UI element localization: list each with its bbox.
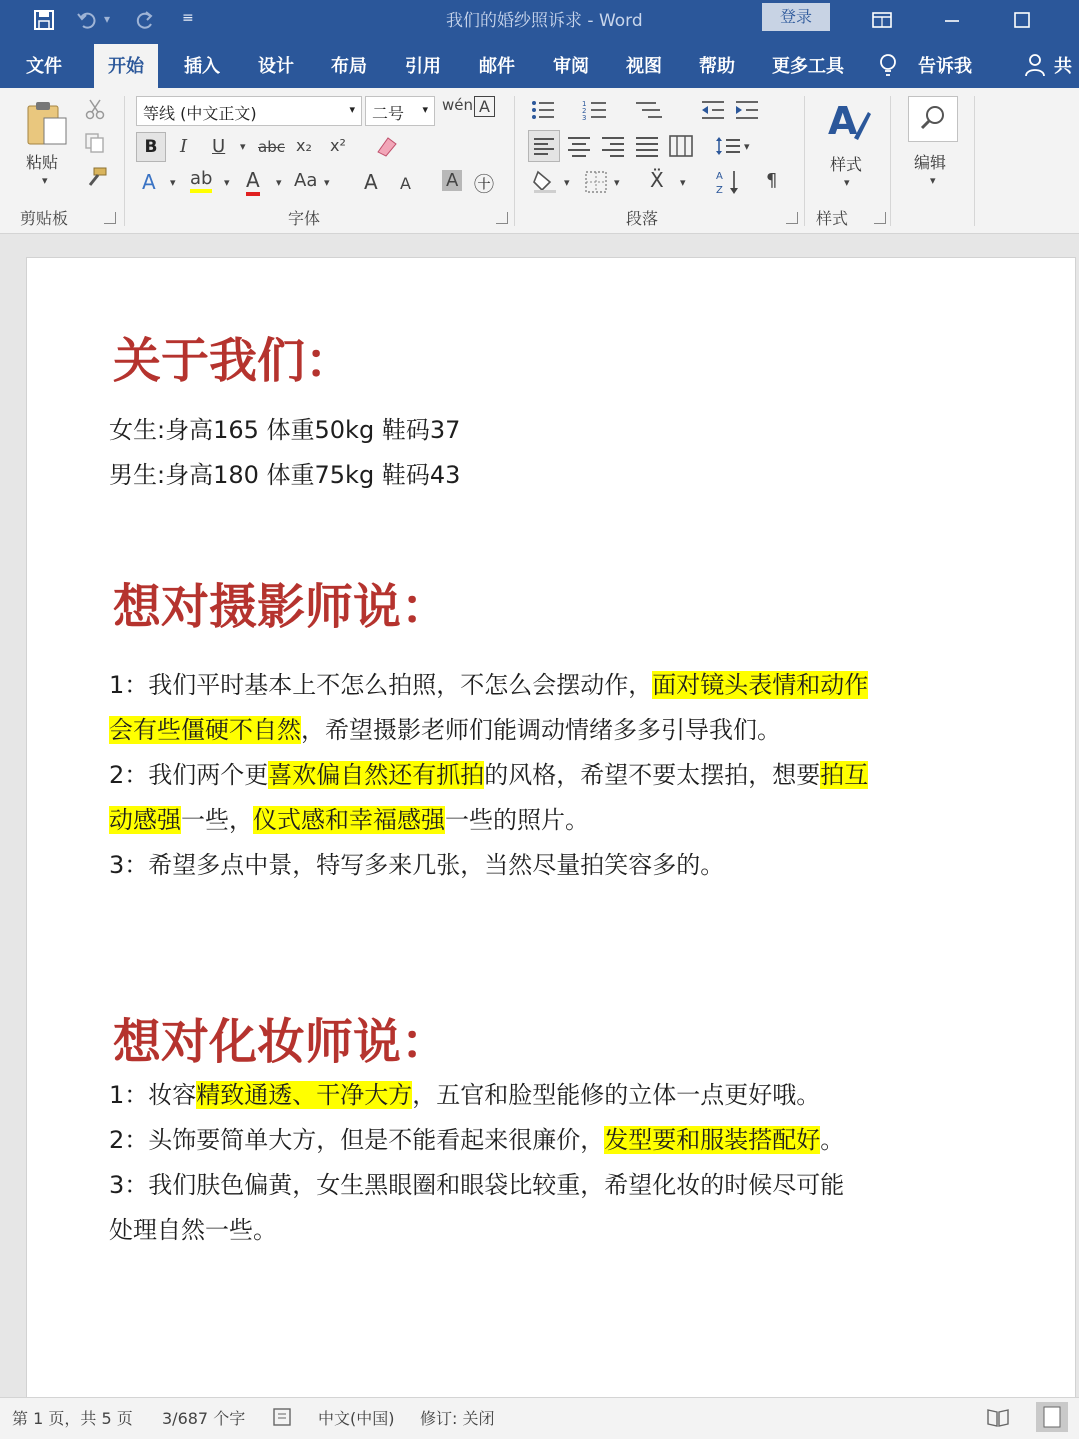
tab-home[interactable]: 开始 [94, 44, 158, 88]
cut-icon[interactable] [84, 98, 106, 120]
text-run: 。 [820, 1126, 845, 1154]
highlight-color-icon[interactable]: ab [190, 168, 212, 193]
grow-font-button[interactable]: A [364, 170, 378, 194]
chevron-down-icon[interactable]: ▾ [324, 176, 330, 189]
editing-button[interactable] [908, 96, 958, 142]
chevron-down-icon[interactable]: ▾ [744, 140, 750, 153]
highlighted-text-run: 仪式感和幸福感强 [253, 806, 445, 834]
save-icon[interactable] [32, 8, 56, 32]
line-spacing-icon[interactable] [714, 134, 742, 158]
ribbon-display-icon[interactable] [870, 8, 894, 32]
align-left-icon [529, 131, 559, 161]
login-button[interactable]: 登录 [762, 3, 830, 31]
text-line[interactable] [109, 1163, 844, 1208]
about-us-body[interactable] [109, 408, 460, 498]
editing-label[interactable]: 编辑 [914, 153, 947, 172]
distributed-icon[interactable] [668, 134, 694, 158]
phonetic-guide-icon[interactable]: wén [442, 96, 474, 114]
svg-text:A: A [828, 99, 858, 143]
group-divider [804, 96, 805, 226]
makeup-artist-body[interactable] [109, 1073, 844, 1253]
text-run: ，希望摄影老师们能调动情绪多多引导我们。 [301, 716, 781, 744]
paste-label[interactable]: 粘贴 [26, 153, 59, 172]
tab-insert[interactable]: 插入 [184, 56, 220, 77]
enclose-characters-icon[interactable]: A [474, 96, 495, 117]
paste-icon[interactable] [24, 100, 70, 148]
text-run: 1：我们平时基本上不怎么拍照，不怎么会摆动作， [109, 671, 653, 699]
document-title: 我们的婚纱照诉求 - Word [446, 11, 643, 31]
text-line[interactable] [109, 798, 868, 843]
maximize-icon[interactable] [1010, 8, 1034, 32]
print-layout-icon [1036, 1402, 1068, 1432]
bullets-icon[interactable] [530, 98, 558, 122]
photographer-body[interactable] [109, 663, 868, 888]
tab-file[interactable]: 文件 [26, 56, 62, 77]
text-run: ，五官和脸型能修的立体一点更好哦。 [412, 1081, 821, 1109]
customize-qat-icon[interactable]: ≡ [182, 10, 194, 26]
font-name-select[interactable] [136, 96, 362, 126]
borders-icon[interactable] [584, 170, 608, 194]
underline-button[interactable]: U [212, 136, 226, 157]
italic-button[interactable]: I [180, 136, 188, 157]
styles-launcher-icon[interactable] [874, 212, 886, 224]
print-layout-button[interactable] [1036, 1402, 1068, 1432]
highlighted-text-run: 动感强 [109, 806, 181, 834]
text-line[interactable] [109, 1208, 844, 1253]
group-divider [890, 96, 891, 226]
paste-dropdown-icon[interactable]: ▾ [42, 174, 48, 187]
document-canvas[interactable] [0, 235, 1079, 1397]
title-bar [0, 0, 1079, 40]
font-launcher-icon[interactable] [496, 212, 508, 224]
chevron-down-icon: ▾ [349, 103, 355, 116]
text-run: 一些， [181, 806, 253, 834]
text-line[interactable] [109, 1118, 844, 1163]
share-button[interactable]: 共 [1054, 56, 1072, 77]
chevron-down-icon: ▾ [422, 103, 428, 116]
numbering-icon[interactable] [582, 98, 610, 122]
ribbon [0, 88, 1079, 234]
tab-layout[interactable]: 布局 [331, 56, 367, 77]
svg-text:3: 3 [582, 114, 587, 122]
section-heading-about-us: 关于我们： [113, 333, 354, 389]
lightbulb-icon[interactable] [878, 53, 898, 79]
chevron-down-icon[interactable]: ▾ [930, 174, 936, 187]
search-icon [909, 97, 957, 141]
font-size-value: 二号 [372, 104, 405, 123]
format-painter-icon[interactable] [84, 166, 108, 188]
share-person-icon[interactable] [1024, 52, 1050, 78]
underline-dropdown-icon[interactable]: ▾ [240, 140, 246, 153]
text-line[interactable] [109, 708, 868, 753]
styles-group-label: 样式 [816, 209, 849, 228]
text-run: 一些的照片。 [445, 806, 589, 834]
text-run: 处理自然一些。 [109, 1216, 277, 1244]
change-case-button[interactable]: Aa [294, 170, 318, 191]
character-shading-button[interactable]: A [442, 170, 462, 191]
styles-icon[interactable] [826, 98, 872, 146]
status-bar [0, 1397, 1079, 1439]
tab-more-tools[interactable]: 更多工具 [772, 56, 844, 77]
text-run: 3：希望多点中景，特写多来几张，当然尽量拍笑容多的。 [109, 851, 725, 879]
chevron-down-icon[interactable]: ▾ [224, 176, 230, 189]
chevron-down-icon[interactable]: ▾ [614, 176, 620, 189]
chevron-down-icon[interactable]: ▾ [680, 176, 686, 189]
tell-me-search[interactable]: 告诉我 [918, 56, 972, 77]
language-indicator[interactable]: 中文(中国) [318, 1409, 395, 1428]
copy-icon[interactable] [84, 132, 106, 154]
paragraph-launcher-icon[interactable] [786, 212, 798, 224]
tab-review[interactable]: 审阅 [553, 56, 589, 77]
highlighted-text-run: 会有些僵硬不自然 [109, 716, 301, 744]
font-color-icon[interactable]: A [246, 168, 260, 196]
highlighted-text-run: 喜欢偏自然还有抓拍 [268, 761, 485, 789]
text-run: 女生:身高165 体重50kg 鞋码37 [109, 416, 461, 444]
decrease-indent-icon[interactable] [700, 98, 726, 122]
asian-layout-icon[interactable]: Ẍ [650, 168, 664, 192]
font-size-select[interactable] [365, 96, 435, 126]
undo-dropdown-icon[interactable]: ▾ [104, 12, 111, 26]
bold-button[interactable]: B [136, 132, 166, 162]
highlighted-text-run: 面对镜头表情和动作 [652, 671, 869, 699]
section-heading-makeup-artist: 想对化妆师说： [113, 1014, 450, 1070]
show-formatting-marks-icon[interactable]: ¶ [766, 170, 778, 191]
page-count[interactable]: 第 1 页，共 5 页 [12, 1409, 133, 1428]
text-run: 2：我们两个更 [109, 761, 269, 789]
tab-mailings[interactable]: 邮件 [479, 56, 515, 77]
text-run: 3：我们肤色偏黄，女生黑眼圈和眼袋比较重，希望化妆的时候尽可能 [109, 1171, 845, 1199]
clipboard-group-label: 剪贴板 [20, 209, 69, 228]
svg-text:A: A [716, 171, 723, 182]
superscript-button[interactable]: x² [330, 136, 346, 155]
group-divider [514, 96, 515, 226]
svg-text:Z: Z [716, 185, 723, 196]
highlighted-text-run: 拍互 [820, 761, 869, 789]
highlighted-text-run: 发型要和服装搭配好 [604, 1126, 821, 1154]
multilevel-list-icon[interactable] [634, 98, 664, 122]
text-run: 2：头饰要简单大方，但是不能看起来很廉价， [109, 1126, 605, 1154]
paragraph-group-label: 段落 [626, 209, 659, 228]
proofing-icon[interactable] [272, 1406, 294, 1428]
text-line[interactable] [109, 453, 460, 498]
chevron-down-icon[interactable]: ▾ [844, 176, 850, 189]
chevron-down-icon[interactable]: ▾ [170, 176, 176, 189]
strikethrough-button[interactable]: abc [258, 138, 285, 156]
text-line[interactable] [109, 843, 868, 888]
text-run: 的风格，希望不要太摆拍，想要 [484, 761, 821, 789]
enclosed-character-icon[interactable]: ㊉ [474, 172, 494, 196]
text-line[interactable] [109, 753, 868, 798]
svg-text:1: 1 [582, 100, 587, 108]
group-divider [124, 96, 125, 226]
font-name-value: 等线 (中文正文) [143, 104, 257, 123]
undo-icon[interactable] [76, 8, 100, 32]
read-mode-icon[interactable] [986, 1406, 1010, 1428]
highlighted-text-run: 精致通透、干净大方 [196, 1081, 413, 1109]
increase-indent-icon[interactable] [734, 98, 760, 122]
subscript-button[interactable]: x₂ [296, 136, 312, 155]
text-run: 男生:身高180 体重75kg 鞋码43 [109, 461, 461, 489]
sort-icon[interactable] [716, 168, 742, 196]
align-left-button[interactable] [528, 130, 560, 162]
tab-view[interactable]: 视图 [626, 56, 662, 77]
shading-icon[interactable] [532, 168, 560, 194]
text-line[interactable] [109, 1073, 844, 1118]
svg-text:2: 2 [582, 107, 587, 115]
chevron-down-icon[interactable]: ▾ [276, 176, 282, 189]
text-line[interactable] [109, 408, 460, 453]
text-line[interactable] [109, 663, 868, 708]
align-right-icon[interactable] [600, 134, 626, 158]
tab-help[interactable]: 帮助 [699, 56, 735, 77]
align-center-icon[interactable] [566, 134, 592, 158]
section-heading-photographer: 想对摄影师说： [113, 579, 450, 635]
group-divider [974, 96, 975, 226]
justify-icon[interactable] [634, 134, 660, 158]
shrink-font-button[interactable]: A [400, 174, 411, 193]
clipboard-launcher-icon[interactable] [104, 212, 116, 224]
text-effects-icon[interactable]: A [142, 170, 156, 194]
document-page[interactable] [26, 257, 1076, 1407]
minimize-icon[interactable] [940, 8, 964, 32]
word-count[interactable]: 3/687 个字 [162, 1409, 246, 1428]
tab-references[interactable]: 引用 [405, 56, 441, 77]
chevron-down-icon[interactable]: ▾ [564, 176, 570, 189]
font-group-label: 字体 [288, 209, 321, 228]
text-run: 1：妆容 [109, 1081, 197, 1109]
tab-design[interactable]: 设计 [258, 56, 294, 77]
styles-label[interactable]: 样式 [830, 155, 863, 174]
ribbon-tabs [0, 40, 1079, 88]
redo-icon[interactable] [132, 8, 156, 32]
clear-formatting-icon[interactable] [374, 134, 400, 158]
track-changes-status[interactable]: 修订: 关闭 [420, 1409, 495, 1428]
